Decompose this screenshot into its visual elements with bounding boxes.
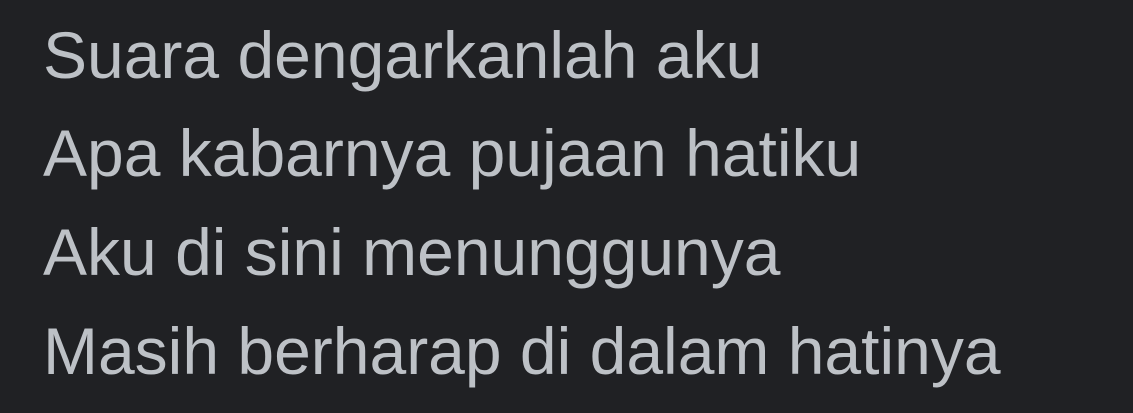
lyrics-line: Apa kabarnya pujaan hatiku bbox=[43, 116, 862, 190]
lyrics-line: Aku di sini menunggunya bbox=[43, 215, 781, 289]
lyrics-line: Suara dengarkanlah aku bbox=[43, 18, 763, 92]
lyrics-line: Masih berharap di dalam hatinya bbox=[43, 314, 1001, 388]
